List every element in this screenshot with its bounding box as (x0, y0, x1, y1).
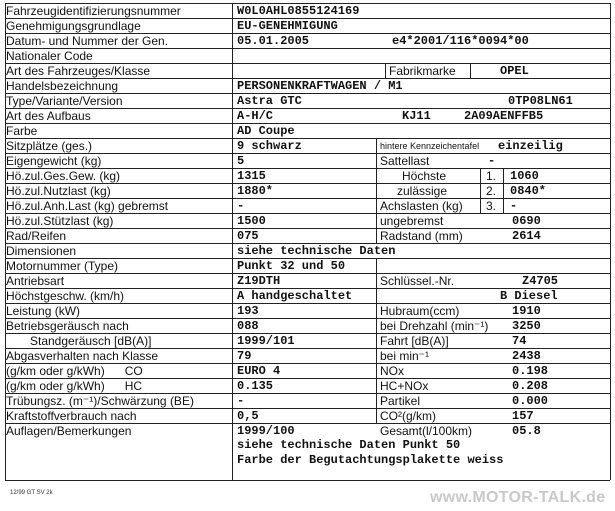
value-gen-nummer: e4*2001/116*0094*00 (392, 34, 529, 48)
value-co: 0.135 (237, 379, 274, 393)
label-column-divider (232, 3, 233, 480)
value-eigengewicht: 1315 (237, 169, 266, 183)
label-nutzlast: Hö.zul.Nutzlast (kg) (6, 184, 111, 198)
cell-divider (376, 138, 377, 243)
label-anh-last: Hö.zul.Anh.Last (kg) gebremst (6, 199, 169, 213)
cell-divider (480, 168, 481, 213)
value-hc-nox: 0.208 (512, 379, 549, 393)
label-drehzahl: bei Drehzahl (min⁻¹) (380, 319, 489, 333)
cell-divider (385, 63, 386, 78)
value-bei-min: 2438 (512, 349, 541, 363)
value-gesamt: 05.8 (512, 424, 541, 438)
label-ungebremst: ungebremst (380, 214, 444, 228)
achse-3-number: 3. (486, 199, 497, 213)
label-hoechste: Höchste (402, 169, 447, 183)
value-dimensionen: Punkt 32 und 50 (237, 259, 346, 273)
label-betriebsgeraeusch: Betriebsgeräusch nach (6, 319, 129, 333)
value-genehmigungsgrundlage: EU-GENEHMIGUNG (237, 19, 338, 33)
cell-divider (470, 63, 471, 78)
label-schluessel: Schlüssel.-Nr. (380, 274, 455, 288)
watermark: www.MOTOR-TALK.de (430, 489, 606, 506)
value-abgas-klasse: EURO 4 (237, 364, 281, 378)
value-co2: 157 (512, 409, 534, 423)
label-zulaessige: zulässige (397, 184, 448, 198)
value-verbrauch-norm: 1999/100 (237, 424, 295, 438)
label-vin: Fahrzeugidentifizierungsnummer (6, 4, 181, 18)
label-abgasverhalten: Abgasverhalten nach Klasse (6, 349, 159, 363)
label-motornummer: Motornummer (Type) (6, 259, 119, 273)
label-partikel: Partikel (380, 394, 421, 408)
value-datum: 05.01.2005 (237, 34, 310, 48)
value-nox: 0.198 (512, 364, 549, 378)
value-anh-ungebremst: 0690 (512, 214, 541, 228)
value-radstand: 2614 (512, 229, 541, 243)
label-radstand: Radstand (mm) (380, 229, 463, 243)
label-antriebsart: Antriebsart (6, 274, 65, 288)
label-farbe: Farbe (6, 124, 38, 138)
label-sattellast: Sattellast (380, 154, 430, 168)
value-nutzlast: - (237, 199, 245, 213)
label-datum-nummer: Datum- und Nummer der Gen. (6, 34, 169, 48)
value-kraftstoff: B Diesel (500, 289, 558, 303)
label-nox: NOx (380, 364, 404, 378)
value-handels-code: 0TP08LN61 (508, 94, 573, 108)
value-partikel: 0.000 (512, 394, 549, 408)
value-fabrikmarke: OPEL (500, 64, 529, 78)
achse-1-number: 1. (486, 169, 497, 183)
value-schluessel: Z4705 (522, 274, 559, 288)
value-hoechstgeschw: 193 (237, 304, 259, 318)
label-dimensionen: Dimensionen (6, 244, 77, 258)
label-type: Type/Variante/Version (6, 94, 123, 108)
value-antriebsart: A handgeschaltet (237, 289, 353, 303)
label-handelsbezeichnung: Handelsbezeichnung (6, 79, 119, 93)
label-stuetzlast: Hö.zul.Stützlast (kg) (6, 214, 114, 228)
outer-border-right (610, 3, 611, 480)
label-sitzplaetze: Sitzplätze (ges.) (6, 139, 93, 153)
value-drehzahl: 3250 (512, 319, 541, 333)
label-aufbau: Art des Aufbaus (6, 109, 91, 123)
value-achse-1: 1060 (510, 169, 539, 183)
value-kennzeichentafel: einzeilig (498, 139, 563, 153)
value-standgeraeusch: 79 (237, 349, 252, 363)
label-genehmigungsgrundlage: Genehmigungsgrundlage (6, 19, 141, 33)
value-fahrzeugart: PERSONENKRAFTWAGEN / M1 (237, 79, 403, 93)
value-handelsbezeichnung: Astra GTC (237, 94, 302, 108)
value-bemerkung-line-1: siehe technische Daten Punkt 50 (237, 438, 461, 452)
cell-divider (503, 168, 504, 213)
value-rad-reifen: siehe technische Daten (237, 244, 396, 258)
label-fahrt: Fahrt [dB(A)] (380, 334, 449, 348)
value-stuetzlast: 075 (237, 229, 259, 243)
value-hubraum: 1910 (512, 304, 541, 318)
value-anh-gebremst: 1500 (237, 214, 266, 228)
value-sattellast: - (488, 154, 496, 168)
label-achslasten: Achslasten (kg) (380, 199, 463, 213)
value-sitzplaetze: 5 (237, 154, 245, 168)
value-type: A-H/C (237, 109, 274, 123)
value-hc: - (237, 394, 245, 408)
value-truebung: 0,5 (237, 409, 259, 423)
value-motornummer: Z19DTH (237, 274, 281, 288)
label-gesamt: Gesamt(l/100km) (380, 424, 473, 438)
label-hoechstgeschw: Höchstgeschw. (km/h) (6, 289, 125, 303)
value-betriebsgeraeusch: 1999/101 (237, 334, 295, 348)
value-ges-gew: 1880* (237, 184, 274, 198)
label-standgeraeusch: Standgeräusch [dB(A)] (30, 334, 152, 348)
value-fahrt: 74 (512, 334, 527, 348)
label-hc-nox: HC+NOx (380, 379, 429, 393)
label-auflagen: Auflagen/Bemerkungen (6, 424, 132, 438)
value-achse-2: 0840* (510, 184, 547, 198)
value-achse-3: - (510, 199, 518, 213)
value-leistung: 088 (237, 319, 259, 333)
value-farbe: 9 schwarz (237, 139, 302, 153)
label-hubraum: Hubraum(ccm) (380, 304, 460, 318)
value-version: 2A09AENFFB5 (464, 109, 544, 123)
achse-2-number: 2. (486, 184, 497, 198)
label-rad-reifen: Rad/Reifen (6, 229, 67, 243)
label-bei-min: bei min⁻¹ (380, 349, 430, 363)
cell-divider (376, 258, 377, 423)
label-eigengewicht: Eigengewicht (kg) (6, 154, 102, 168)
value-variante: KJ11 (402, 109, 431, 123)
value-aufbau: AD Coupe (237, 124, 295, 138)
label-truebung: Trübungsz. (m⁻¹)/Schwärzung (BE) (6, 394, 194, 408)
label-kennzeichentafel: hintere Kennzeichentafel (380, 141, 480, 151)
value-bemerkung-line-2: Farbe der Begutachtungsplakette weiss (237, 453, 504, 467)
label-co2: CO²(g/km) (380, 409, 436, 423)
label-nationaler-code: Nationaler Code (6, 49, 93, 63)
value-vin: W0L0AHL0855124169 (237, 4, 360, 18)
label-fabrikmarke: Fabrikmarke (389, 64, 456, 78)
form-code: 12/99 GT SV 2k (10, 490, 53, 496)
label-fahrzeugart: Art des Fahrzeuges/Klasse (6, 64, 151, 78)
label-hc: (g/km oder g/kWh) HC (6, 379, 143, 393)
label-co: (g/km oder g/kWh) CO (6, 364, 143, 378)
row-line (5, 480, 610, 481)
label-leistung: Leistung (kW) (6, 304, 81, 318)
label-kraftstoffverbrauch: Kraftstoffverbrauch nach (6, 409, 137, 423)
label-ges-gew: Hö.zul.Ges.Gew. (kg) (6, 169, 121, 183)
